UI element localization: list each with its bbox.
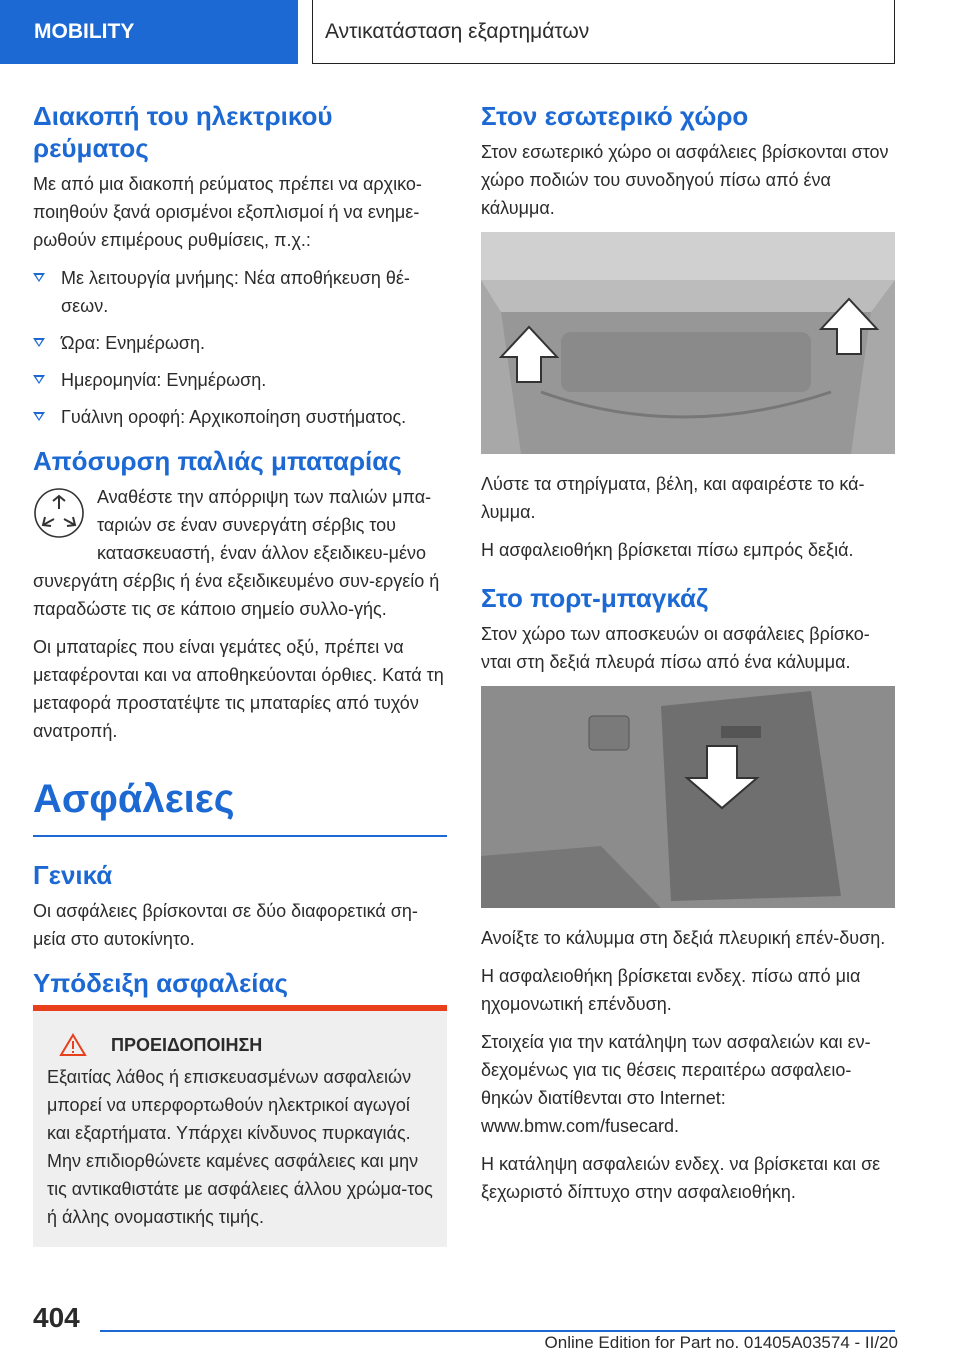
section-tab: MOBILITY — [0, 0, 298, 64]
warning-box — [33, 1005, 447, 1247]
trunk-fuse-cover-image — [481, 686, 895, 908]
page-number: 404 — [33, 1302, 80, 1333]
warning-text: Εξαιτίας λάθος ή επισκευασμένων ασφαλειών μπορεί να υπερφορτωθούν ηλεκτρικοί αγωγοί και εξαρτήματα. Υπάρχει κίνδυνος πυρκαγιάς. Μην επιδιορθώνετε καμένες ασφάλειες και μην τις αντικαθιστάτε με ασφάλειες άλλου χρώμα-τος ή άλλης ονομαστικής τιμής. — [47, 1066, 433, 1227]
bullet-triangle-icon — [33, 412, 45, 421]
interior-text-2: Λύστε τα στηρίγματα, βέλη, και αφαιρέστε το κά-λυμμα. — [481, 474, 865, 522]
heading-interior: Στον εσωτερικό χώρο — [481, 101, 749, 131]
general-text: Οι ασφάλειες βρίσκονται σε δύο διαφορετικά ση-μεία στο αυτοκίνητο. — [33, 900, 418, 949]
interior-text-3: Η ασφαλειοθήκη βρίσκεται πίσω εμπρός δεξιά. — [481, 540, 854, 560]
warning-title: ΠΡΟΕΙΔΟΠΟΙΗΣΗ — [111, 1034, 263, 1055]
warning-triangle-icon — [59, 1033, 87, 1057]
recycle-icon — [33, 487, 85, 539]
trunk-text-3: Η ασφαλειοθήκη βρίσκεται ενδεχ. πίσω από μια ηχομονωτική επένδυση. — [481, 966, 861, 1014]
battery-text-2: Οι μπαταρίες που είναι γεμάτες οξύ, πρέπει να μεταφέρονται και να αποθηκεύονται όρθιες. Κατά τη μεταφορά προστατέψτε τις μπαταρίες από τυχόν ανατροπή. — [33, 637, 444, 741]
heading-fuses: Ασφάλειες — [33, 777, 235, 821]
power-text: Με από μια διακοπή ρεύματος πρέπει να αρχικο-ποιηθούν ξανά ορισμένοι εξοπλισμοί ή να ενημε-ρωθούν επιμέρους ρυθμίσεις, π.χ.: — [33, 174, 422, 250]
trunk-text: Στον χώρο των αποσκευών οι ασφάλειες βρίσκο-νται στη δεξιά πλευρά πίσω από ένα κάλυμμα. — [481, 624, 870, 672]
power-bullet-list — [33, 264, 447, 431]
edition-info: Online Edition for Part no. 01405A03574 - II/20 — [544, 1333, 898, 1352]
trunk-text-2: Ανοίξτε το κάλυμμα στη δεξιά πλευρική επέν-δυση. — [481, 928, 886, 948]
heading-safety-hint: Υπόδειξη ασφαλείας — [33, 967, 289, 998]
chapter-title: Αντικατάσταση εξαρτημάτων — [312, 0, 895, 64]
heading-power-interruption: Διακοπή του ηλεκτρικού ρεύματος — [33, 101, 333, 163]
divider — [33, 835, 447, 837]
left-column — [33, 100, 447, 1247]
list-item: Με λειτουργία μνήμης: Νέα αποθήκευση θέ-σεων. — [33, 264, 447, 320]
trunk-text-5: Η κατάληψη ασφαλειών ενδεχ. να βρίσκεται και σε ξεχωριστό δίπτυχο στην ασφαλειοθήκη. — [481, 1154, 881, 1202]
list-item: Ημερομηνία: Ενημέρωση. — [33, 366, 447, 394]
warning-header — [47, 1031, 433, 1059]
interior-fuse-cover-image — [481, 232, 895, 454]
interior-text: Στον εσωτερικό χώρο οι ασφάλειες βρίσκονται στον χώρο ποδιών του συνοδηγού πίσω από ένα κάλυμμα. — [481, 142, 889, 218]
heading-trunk: Στο πορτ-μπαγκάζ — [481, 583, 708, 613]
list-item: Ώρα: Ενημέρωση. — [33, 329, 447, 357]
battery-text-1: Αναθέστε την απόρριψη των παλιών μπα-ταριών σε έναν συνεργάτη σέρβις του κατασκευαστή, έναν άλλον εξειδικευ-μένο συνεργάτη σέρβις ή ένα εξειδικευμένο συν-εργείο ή παραδώστε τις σε κάποιο σημείο συλλο-γής. — [33, 487, 440, 619]
footer-divider — [100, 1330, 895, 1332]
right-column — [481, 100, 895, 1216]
bullet-triangle-icon — [33, 338, 45, 347]
bullet-triangle-icon — [33, 273, 45, 282]
trunk-text-4: Στοιχεία για την κατάληψη των ασφαλειών και εν-δεχομένως για τις θέσεις περαιτέρω ασφαλειο-θηκών διατίθενται στο Internet: www.bmw.com/fusecard. — [481, 1032, 871, 1136]
battery-section — [33, 483, 447, 745]
heading-battery-disposal: Απόσυρση παλιάς μπαταρίας — [33, 446, 402, 476]
bullet-triangle-icon — [33, 375, 45, 384]
list-item: Γυάλινη οροφή: Αρχικοποίηση συστήματος. — [33, 403, 447, 431]
heading-general: Γενικά — [33, 859, 113, 890]
